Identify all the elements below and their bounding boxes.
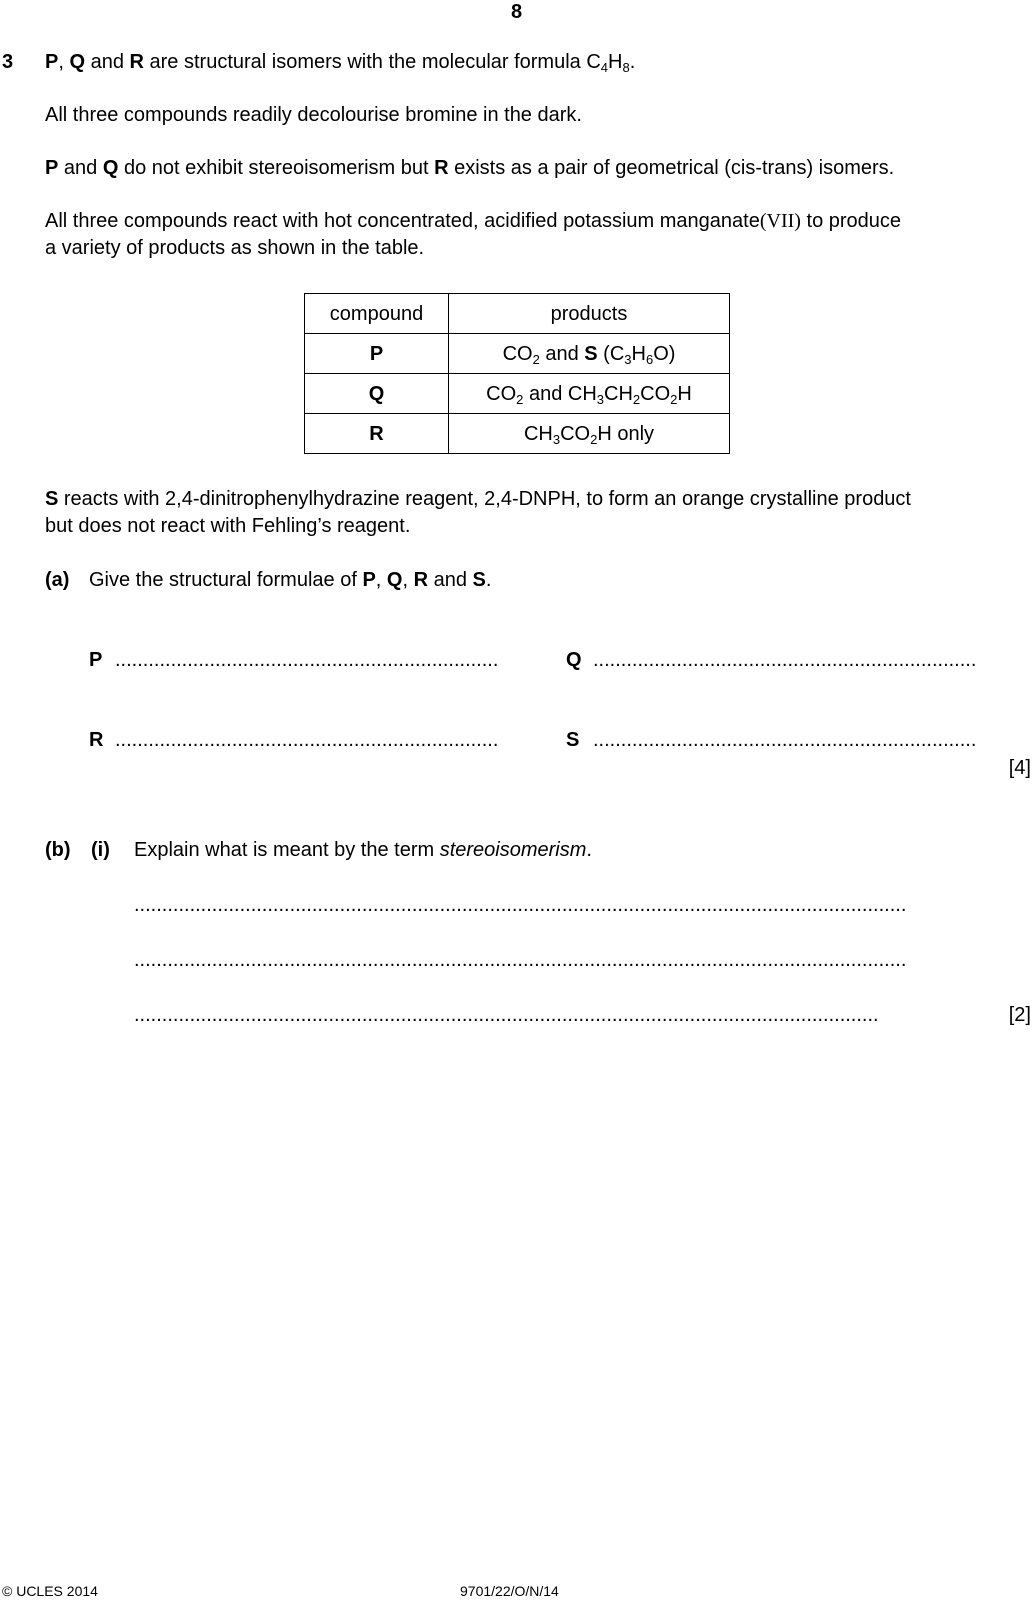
part-b-answer-line[interactable]: ........................................................................................................................................... — [134, 894, 907, 916]
compound-cell: R — [305, 414, 449, 454]
intro-paragraph-3: P and Q do not exhibit stereoisomerism but R exists as a pair of geometrical (cis-trans) isomers. — [45, 157, 895, 179]
products-cell: $CH_3CO_2H$ only — [449, 414, 730, 454]
part-a-label: (a) — [45, 569, 70, 591]
question-number: 3 — [2, 51, 14, 73]
intro-paragraph-1: P, Q and R are structural isomers with the molecular formula $C_4H_8$. — [45, 51, 636, 75]
compound-cell: Q — [305, 374, 449, 414]
footer-paper-code: 9701/22/O/N/14 — [460, 1583, 559, 1599]
page-number: 8 — [510, 1, 523, 23]
answer-q-line[interactable]: ..................................................................... — [593, 649, 977, 671]
compound-cell: P — [305, 334, 449, 374]
table-header-row — [305, 294, 730, 334]
part-a-marks: [4] — [1008, 757, 1031, 779]
intro-paragraph-4-line-2: a variety of products as shown in the table. — [45, 237, 425, 259]
answer-r-line[interactable]: ..................................................................... — [115, 729, 499, 751]
part-b-marks: [2] — [1008, 1004, 1031, 1026]
footer-copyright: © UCLES 2014 — [2, 1583, 98, 1599]
intro-paragraph-2: All three compounds readily decolourise bromine in the dark. — [45, 104, 582, 126]
products-table — [304, 293, 730, 454]
answer-s-line[interactable]: ..................................................................... — [593, 729, 977, 751]
part-b-sub-label: (i) — [91, 839, 110, 861]
part-b-answer-line[interactable]: ...................................................................................................................................... — [134, 1004, 879, 1026]
products-cell: $CO_2$ and S $(C_3H_6O)$ — [449, 334, 730, 374]
intro-paragraph-4-line-1: All three compounds react with hot concentrated, acidified potassium manganate(VII) to produce — [45, 210, 902, 232]
answer-p-line[interactable]: ..................................................................... — [115, 649, 499, 671]
answer-q-label: Q — [566, 649, 582, 671]
table-header-compound: compound — [305, 294, 449, 334]
answer-p-label: P — [89, 649, 103, 671]
products-cell: $CO_2$ and $CH_3CH_2CO_2H$ — [449, 374, 730, 414]
part-b-label: (b) — [45, 839, 71, 861]
answer-r-label: R — [89, 729, 104, 751]
table-row — [305, 374, 730, 414]
part-a-text: Give the structural formulae of P, Q, R and S. — [89, 569, 492, 591]
part-b-text: Explain what is meant by the term stereoisomerism. — [134, 839, 592, 861]
s-paragraph-line-1: S reacts with 2,4-dinitrophenylhydrazine reagent, 2,4-DNPH, to form an orange crystalline product — [45, 488, 911, 510]
table-row — [305, 334, 730, 374]
table-header-products: products — [449, 294, 730, 334]
part-b-answer-line[interactable]: ........................................................................................................................................... — [134, 949, 907, 971]
s-paragraph-line-2: but does not react with Fehling’s reagent. — [45, 515, 411, 537]
table-row — [305, 414, 730, 454]
answer-s-label: S — [566, 729, 580, 751]
